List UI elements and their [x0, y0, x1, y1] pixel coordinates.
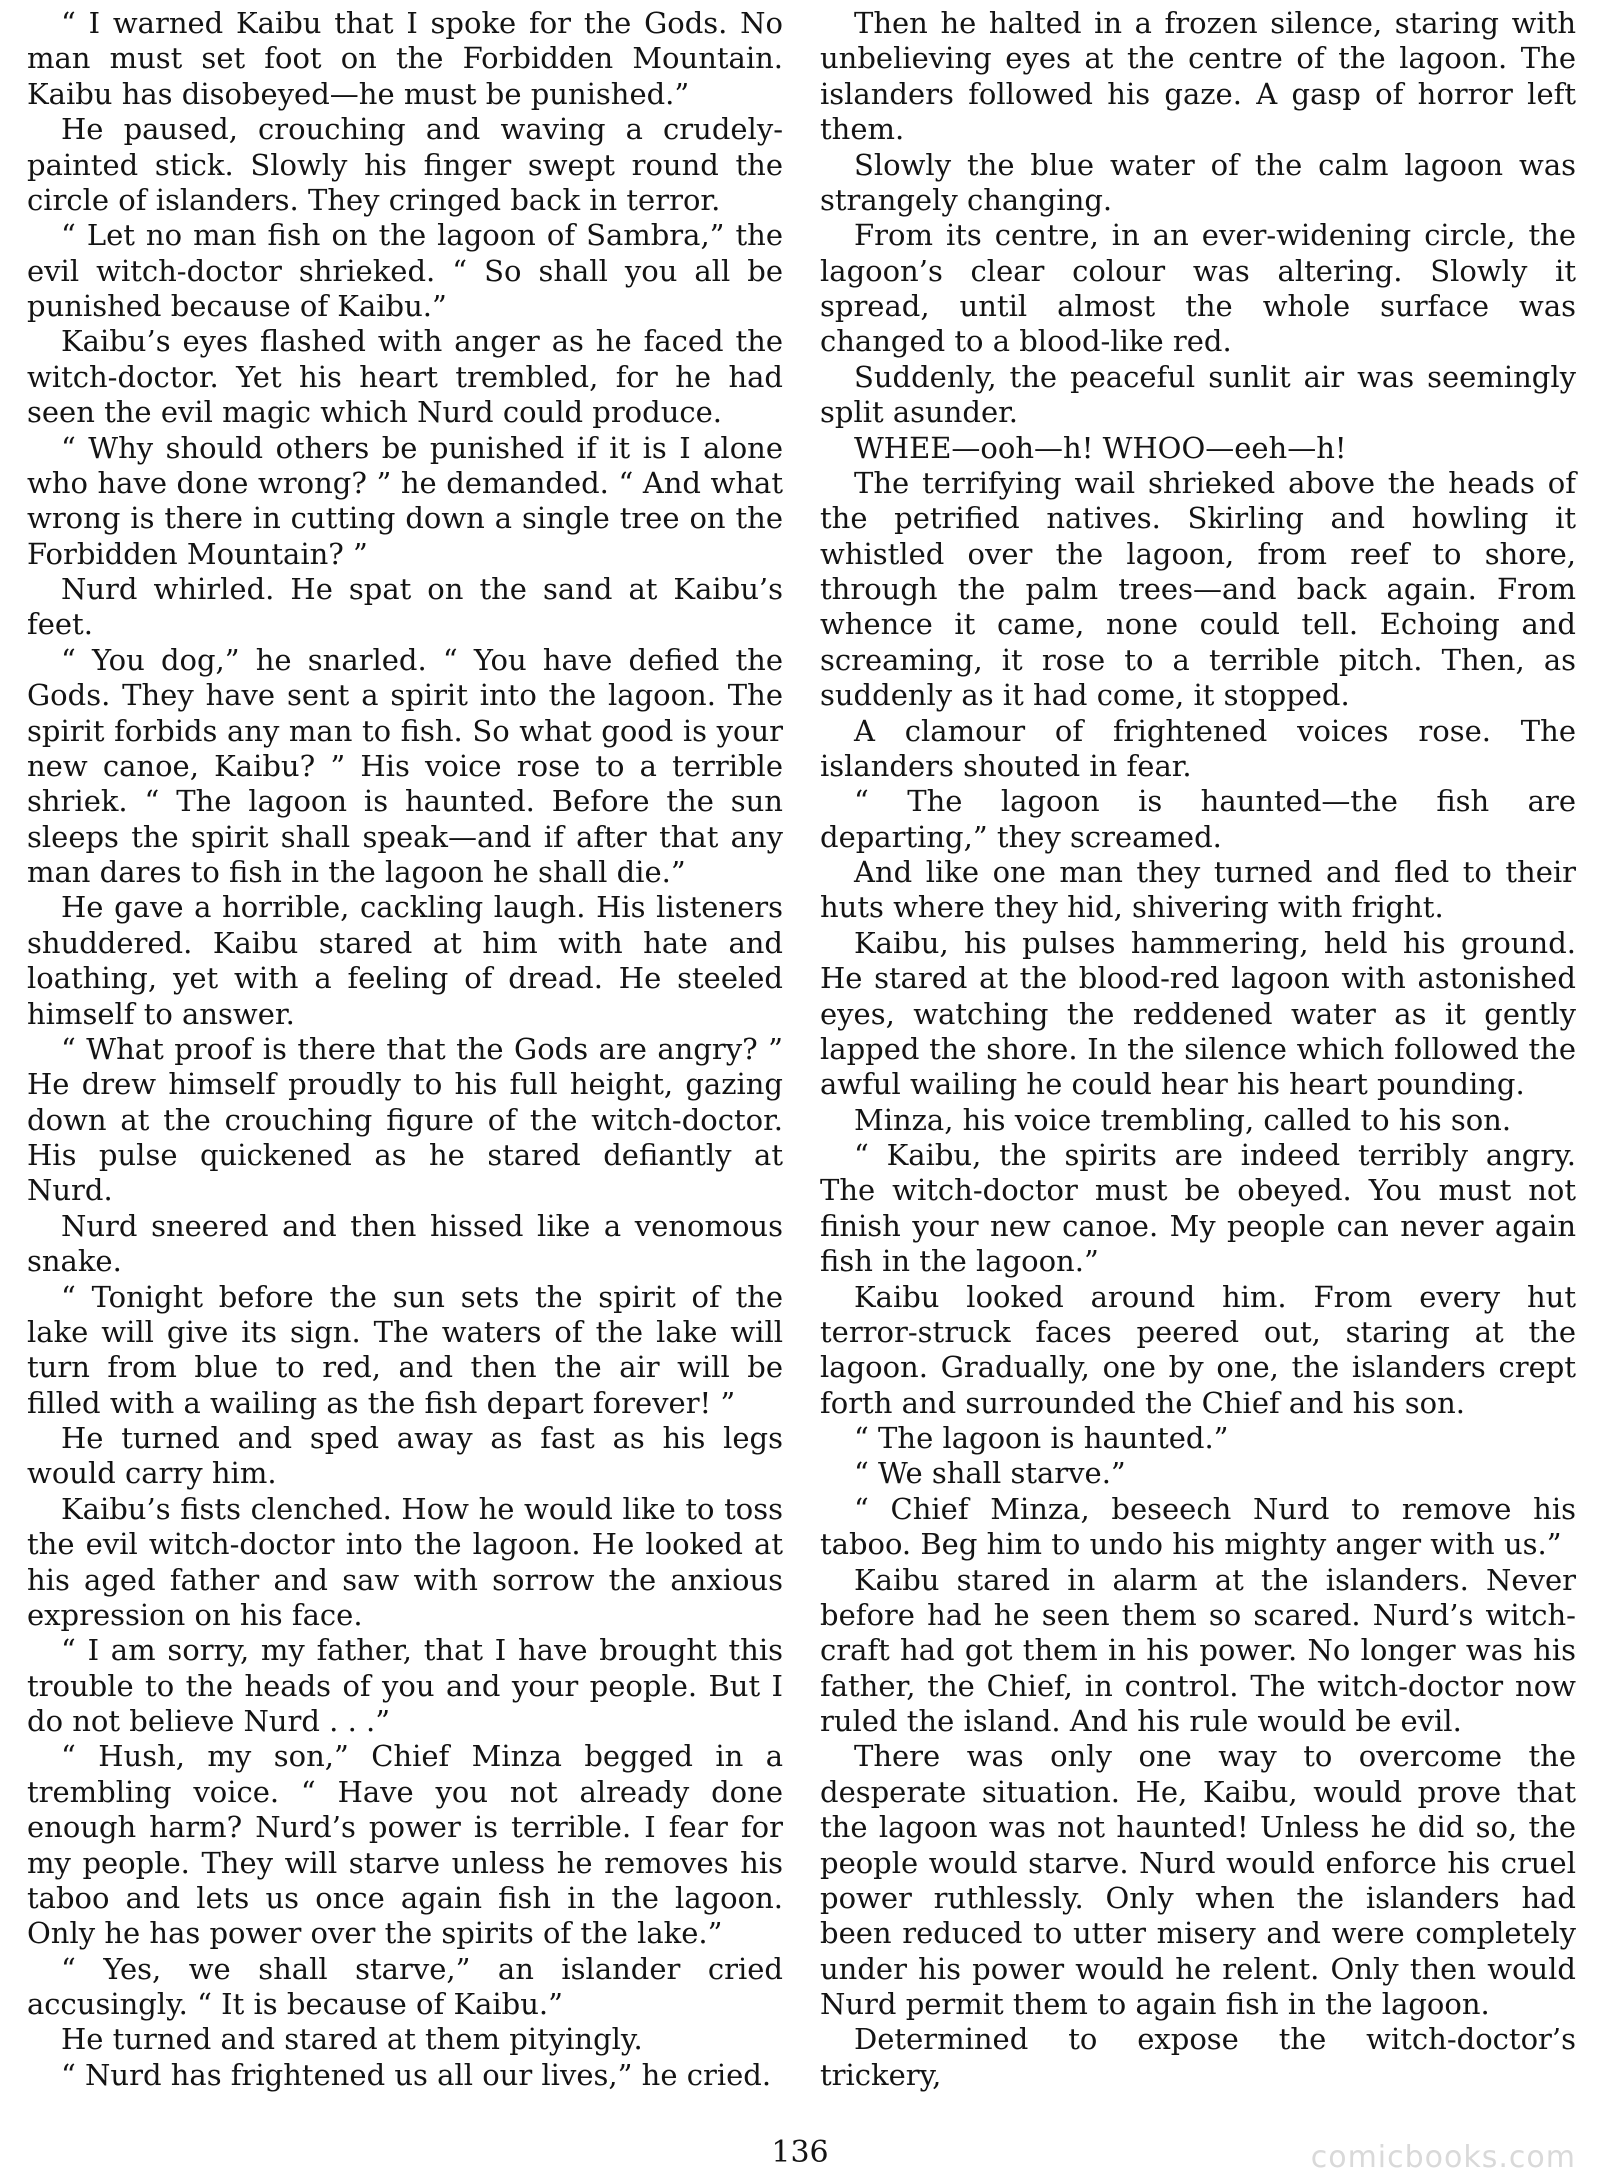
paragraph: A clamour of frightened voices rose. The islanders shouted in fear.	[820, 713, 1576, 783]
paragraph: He turned and sped away as fast as his legs would carry him.	[27, 1421, 783, 1491]
paragraph: Nurd whirled. He spat on the sand at Kaibu’s feet.	[27, 572, 783, 642]
paragraph: “ Kaibu, the spirits are indeed terribly angry. The witch-doctor must be obeyed. You must not finish your new canoe. My people can never again fish in the lagoon.”	[820, 1138, 1576, 1279]
paragraph: “ I am sorry, my father, that I have brought this trouble to the heads of you and your people. But I do not believe Nurd . . .”	[27, 1633, 783, 1738]
page-number: 136	[771, 2135, 829, 2170]
paragraph: “ What proof is there that the Gods are angry? ” He drew himself proudly to his full height, gazing down at the crouching figure of the witch-doctor. His pulse quickened as he stared defiantly at Nurd.	[27, 1031, 783, 1208]
paragraph: Determined to expose the witch-doctor’s trickery,	[820, 2022, 1576, 2092]
paragraph: Nurd sneered and then hissed like a venomous snake.	[27, 1208, 783, 1279]
left-text-column	[27, 6, 783, 2093]
paragraph: He gave a horrible, cackling laugh. His listeners shuddered. Kaibu stared at him with hate and loathing, yet with a feeling of dread. He steeled himself to answer.	[27, 890, 783, 1031]
paragraph: There was only one way to overcome the desperate situation. He, Kaibu, would prove that the lagoon was not haunted! Unless he did so, the people would starve. Nurd would enforce his cruel power ruthlessly. Only when the islanders had been reduced to utter misery and were completely under his power would he relent. Only then would Nurd permit them to again fish in the lagoon.	[820, 1739, 1576, 2021]
paragraph: Kaibu looked around him. From every hut terror-struck faces peered out, staring at the lagoon. Gradually, one by one, the islanders crept forth and surrounded the Chief and his son.	[820, 1279, 1576, 1420]
paragraph: “ Chief Minza, beseech Nurd to remove his taboo. Beg him to undo his mighty anger with us.”	[820, 1491, 1576, 1562]
paragraph: From its centre, in an ever-widening circle, the lagoon’s clear colour was altering. Slowly it spread, until almost the whole surface was changed to a blood-like red.	[820, 218, 1576, 359]
paragraph: Slowly the blue water of the calm lagoon was strangely changing.	[820, 147, 1576, 217]
paragraph: He paused, crouching and waving a crudely-painted stick. Slowly his finger swept round the circle of islanders. They cringed back in terror.	[27, 112, 783, 217]
paragraph: “ The lagoon is haunted.”	[854, 1421, 1229, 1455]
paragraph: WHEE—ooh—h! WHOO—eeh—h!	[854, 430, 1347, 465]
paragraph: “ Let no man fish on the lagoon of Sambra,” the evil witch-doctor shrieked. “ So shall you all be punished because of Kaibu.”	[27, 218, 783, 323]
paragraph: Minza, his voice trembling, called to his son.	[854, 1102, 1512, 1137]
paragraph: “ Yes, we shall starve,” an islander cried accusingly. “ It is because of Kaibu.”	[27, 1951, 783, 2021]
watermark: comicbooks.com	[1310, 2140, 1576, 2175]
paragraph: “ Tonight before the sun sets the spirit of the lake will give its sign. The waters of the lake will turn from blue to red, and then the air will be filled with a wailing as the fish depart forever! ”	[27, 1279, 783, 1420]
paragraph: He turned and stared at them pityingly.	[61, 2022, 643, 2057]
paragraph: “ Hush, my son,” Chief Minza begged in a trembling voice. “ Have you not already done enough harm? Nurd’s power is terrible. I fear for my people. They will starve unless he removes his taboo and lets us once again fish in the lagoon. Only he has power over the spirits of the lake.”	[27, 1739, 783, 1951]
paragraph: “ I warned Kaibu that I spoke for the Gods. No man must set foot on the Forbidden Mountain. Kaibu has disobeyed—he must be punished.”	[27, 6, 783, 111]
paragraph: The terrifying wail shrieked above the heads of the petrified natives. Skirling and howling it whistled over the lagoon, from reef to shore, through the palm trees—and back again. From whence it came, none could tell. Echoing and screaming, it rose to a terrible pitch. Then, as suddenly as it had come, it stopped.	[820, 465, 1576, 713]
paragraph: Then he halted in a frozen silence, staring with unbelieving eyes at the centre of the lagoon. The islanders followed his gaze. A gasp of horror left them.	[820, 6, 1576, 147]
paragraph: Kaibu, his pulses hammering, held his ground. He stared at the blood-red lagoon with astonished eyes, watching the reddened water as it gently lapped the shore. In the silence which followed the awful wailing he could hear his heart pounding.	[820, 925, 1576, 1102]
paragraph: And like one man they turned and fled to their huts where they hid, shivering with fright.	[820, 855, 1576, 925]
paragraph: “ You dog,” he snarled. “ You have defied the Gods. They have sent a spirit into the lagoon. The spirit forbids any man to fish. So what good is your new canoe, Kaibu? ” His voice rose to a terrible shriek. “ The lagoon is haunted. Before the sun sleeps the spirit shall speak—and if after that any man dares to fish in the lagoon he shall die.”	[27, 642, 783, 889]
paragraph: Kaibu’s eyes flashed with anger as he faced the witch-doctor. Yet his heart trembled, for he had seen the evil magic which Nurd could produce.	[27, 324, 783, 430]
paragraph: Suddenly, the peaceful sunlit air was seemingly split asunder.	[820, 359, 1576, 430]
paragraph: “ Why should others be punished if it is I alone who have done wrong? ” he demanded. “ And what wrong is there in cutting down a single tree on the Forbidden Mountain? ”	[27, 430, 783, 571]
paragraph: “ We shall starve.”	[854, 1456, 1126, 1491]
right-text-column	[820, 6, 1576, 2093]
paragraph: “ Nurd has frightened us all our lives,” he cried.	[61, 2057, 772, 2092]
paragraph: “ The lagoon is haunted—the fish are departing,” they screamed.	[820, 784, 1576, 854]
paragraph: Kaibu stared in alarm at the islanders. Never before had he seen them so scared. Nurd’s witch-craft had got them in his power. No longer was his father, the Chief, in control. The witch-doctor now ruled the island. And his rule would be evil.	[820, 1562, 1576, 1738]
paragraph: Kaibu’s fists clenched. How he would like to toss the evil witch-doctor into the lagoon. He looked at his aged father and saw with sorrow the anxious expression on his face.	[27, 1491, 783, 1632]
